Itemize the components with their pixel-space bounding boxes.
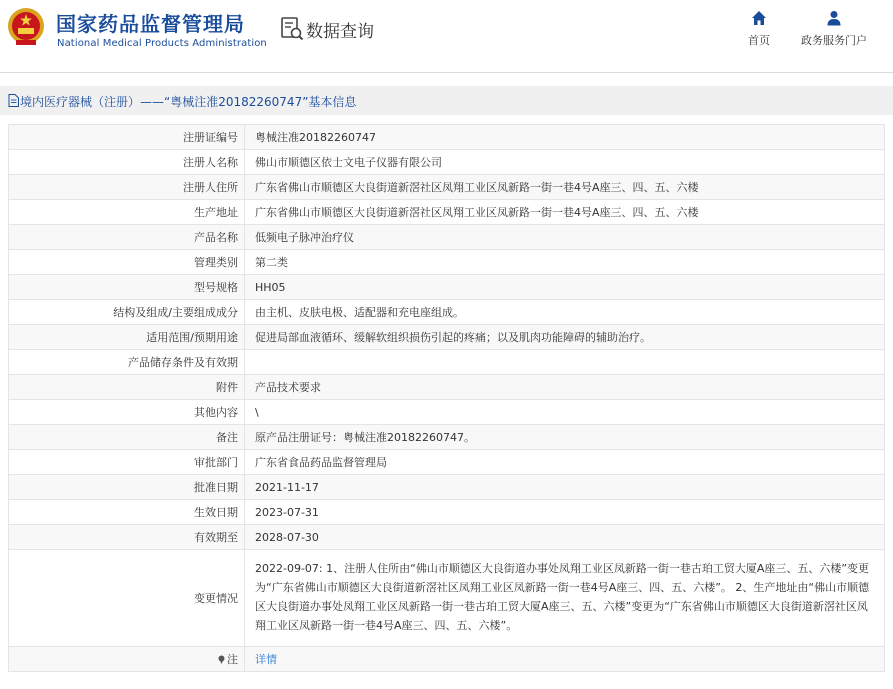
field-value: \ — [245, 400, 885, 424]
field-value: 产品技术要求 — [245, 375, 885, 399]
agency-name-en: National Medical Products Administration — [57, 38, 267, 49]
field-value: 粤械注准20182260747 — [245, 125, 885, 149]
field-value: 2028-07-30 — [245, 525, 885, 549]
table-row — [9, 425, 885, 450]
field-label: 型号规格 — [9, 275, 245, 299]
field-value: HH05 — [245, 275, 885, 299]
table-row — [9, 200, 885, 225]
field-value: 2021-11-17 — [245, 475, 885, 499]
table-row-change-history — [9, 550, 885, 647]
field-label: 生产地址 — [9, 200, 245, 224]
table-row — [9, 175, 885, 200]
field-label: 产品名称 — [9, 225, 245, 249]
table-row — [9, 250, 885, 275]
field-label: 管理类别 — [9, 250, 245, 274]
field-label: 有效期至 — [9, 525, 245, 549]
field-value — [245, 647, 885, 671]
table-row — [9, 125, 885, 150]
header-divider — [0, 72, 893, 73]
nav-government-service-label: 政务服务门户 — [801, 34, 867, 47]
table-row — [9, 150, 885, 175]
user-icon — [826, 10, 842, 26]
field-value: 广东省佛山市顺德区大良街道新滘社区凤翔工业区凤新路一街一巷4号A座三、四、五、六楼 — [245, 175, 885, 199]
site-header — [0, 0, 893, 70]
table-row-note — [9, 647, 885, 672]
field-label: 结构及组成/主要组成成分 — [9, 300, 245, 324]
field-value: 由主机、皮肤电极、适配器和充电座组成。 — [245, 300, 885, 324]
field-value: 广东省佛山市顺德区大良街道新滘社区凤翔工业区凤新路一街一巷4号A座三、四、五、六楼 — [245, 200, 885, 224]
table-row — [9, 375, 885, 400]
table-row — [9, 350, 885, 375]
registration-detail-table — [8, 124, 885, 672]
field-value: 佛山市顺德区依士文电子仪器有限公司 — [245, 150, 885, 174]
field-value: 促进局部血液循环、缓解软组织损伤引起的疼痛；以及肌肉功能障碍的辅助治疗。 — [245, 325, 885, 349]
details-link[interactable]: 详情 — [255, 653, 277, 666]
table-row — [9, 275, 885, 300]
field-value — [245, 350, 885, 374]
nav-government-service-link[interactable] — [799, 10, 869, 48]
table-row — [9, 500, 885, 525]
section-title: 数据查询 — [306, 22, 374, 42]
field-value: 第二类 — [245, 250, 885, 274]
field-label: 审批部门 — [9, 450, 245, 474]
home-icon — [751, 10, 767, 26]
table-row — [9, 300, 885, 325]
table-row — [9, 400, 885, 425]
field-label: 生效日期 — [9, 500, 245, 524]
national-emblem-icon — [6, 6, 46, 48]
field-value: 2022-09-07: 1、注册人住所由“佛山市顺德区大良街道办事处凤翔工业区凤新路一街一巷古珀工贸大厦A座三、五、六楼”变更为“广东省佛山市顺德区大良街道新滘社区凤翔工业区凤新路一街一巷4号A座三、四、五、六楼”。 2、生产地址由“佛山市顺德区大良街道办事处凤翔工业区凤新路一街一巷古珀工贸大厦A座三、五、六楼”变更为“广东省佛山市顺德区大良街道新滘社区凤翔工业区凤新路一街一巷4号A座三、四、五、六楼”。 — [245, 550, 885, 646]
field-label: 其他内容 — [9, 400, 245, 424]
field-value: 低频电子脉冲治疗仪 — [245, 225, 885, 249]
note-label: 注 — [227, 653, 238, 666]
document-icon — [8, 94, 19, 107]
breadcrumb — [0, 86, 893, 115]
field-label: 批准日期 — [9, 475, 245, 499]
pin-icon — [217, 655, 226, 664]
table-row — [9, 525, 885, 550]
field-label: 适用范围/预期用途 — [9, 325, 245, 349]
field-label: 备注 — [9, 425, 245, 449]
field-label — [9, 647, 245, 671]
document-search-icon — [280, 16, 304, 42]
nav-home-label: 首页 — [748, 34, 770, 47]
field-value: 原产品注册证号：粤械注准20182260747。 — [245, 425, 885, 449]
nav-home-link[interactable] — [724, 10, 794, 48]
breadcrumb-text: 境内医疗器械（注册）——“粤械注准20182260747”基本信息 — [20, 95, 357, 109]
table-row — [9, 325, 885, 350]
field-label: 注册证编号 — [9, 125, 245, 149]
table-row — [9, 450, 885, 475]
field-label: 注册人名称 — [9, 150, 245, 174]
field-value: 2023-07-31 — [245, 500, 885, 524]
table-row — [9, 225, 885, 250]
field-label: 变更情况 — [9, 550, 245, 646]
field-label: 产品储存条件及有效期 — [9, 350, 245, 374]
field-value: 广东省食品药品监督管理局 — [245, 450, 885, 474]
field-label: 附件 — [9, 375, 245, 399]
field-label: 注册人住所 — [9, 175, 245, 199]
agency-name-cn: 国家药品监督管理局 — [56, 12, 245, 36]
table-row — [9, 475, 885, 500]
